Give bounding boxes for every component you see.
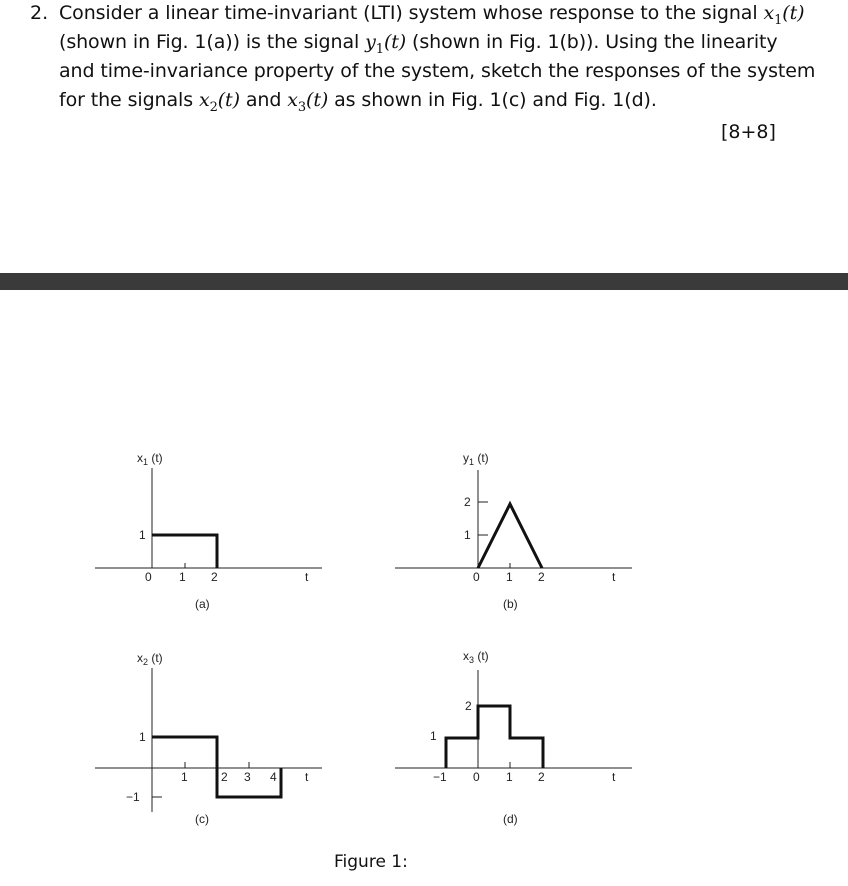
signal-y1 bbox=[478, 504, 542, 568]
signal-x3 bbox=[446, 706, 543, 768]
math-x3: $x_3(t)$ bbox=[287, 89, 329, 115]
x-axis-label: t bbox=[305, 570, 309, 584]
math-y1: $y_1(t)$ bbox=[365, 31, 407, 57]
panel-a bbox=[95, 451, 322, 611]
x-tick-label: 1 bbox=[506, 570, 513, 584]
panel-label: (b) bbox=[503, 597, 518, 611]
y-axis-label: $x_3$ (t) bbox=[463, 649, 489, 665]
question-line-3: and time-invariance property of the system, sketch the responses of the system bbox=[59, 60, 816, 82]
panel-label: (a) bbox=[195, 597, 210, 611]
y-tick-label: 1 bbox=[139, 730, 146, 744]
y-tick-label: 1 bbox=[464, 528, 471, 542]
x-tick-label: 2 bbox=[211, 570, 218, 584]
x-tick-label: 0 bbox=[473, 570, 480, 584]
question-line-1: Consider a linear time-invariant (LTI) system whose response to the signal $x_1(t)$ bbox=[59, 2, 805, 28]
question-line-2: (shown in Fig. 1(a)) is the signal $y_1(t)$ (shown in Fig. 1(b)). Using the linearity bbox=[59, 31, 778, 57]
panel-b bbox=[395, 451, 632, 611]
y-tick-label: −1 bbox=[126, 790, 140, 804]
x-tick-label: −1 bbox=[433, 770, 447, 784]
marks-label: [8+8] bbox=[721, 121, 776, 143]
x-tick-label: 2 bbox=[538, 570, 545, 584]
x-tick-label: 1 bbox=[506, 770, 513, 784]
panel-c bbox=[95, 651, 322, 826]
y-axis-label: $x_1$ (t) bbox=[137, 451, 163, 467]
y-axis-label: $y_1$ (t) bbox=[463, 451, 489, 467]
x-tick-label: 3 bbox=[244, 770, 251, 784]
x-tick-label: 1 bbox=[179, 570, 186, 584]
section-divider bbox=[0, 273, 848, 290]
x-axis-label: t bbox=[612, 770, 616, 784]
y-axis-label: $x_2$ (t) bbox=[137, 651, 163, 667]
y-tick-label: 1 bbox=[430, 729, 437, 743]
x-tick-label: 4 bbox=[270, 770, 277, 784]
signal-x2 bbox=[152, 737, 281, 797]
figure-caption: Figure 1: bbox=[334, 852, 408, 872]
math-x2: $x_2(t)$ bbox=[198, 89, 240, 115]
x-tick-label: 2 bbox=[221, 770, 228, 784]
panel-d bbox=[395, 649, 632, 826]
x-tick-label: 0 bbox=[145, 570, 152, 584]
y-tick-label: 2 bbox=[465, 699, 472, 713]
question-number: 2. bbox=[30, 2, 49, 24]
question-line-4: for the signals $x_2(t)$ and $x_3(t)$ as shown in Fig. 1(c) and Fig. 1(d). bbox=[59, 89, 657, 115]
panel-label: (d) bbox=[503, 812, 518, 826]
figure-1 bbox=[0, 290, 848, 886]
panel-label: (c) bbox=[195, 812, 209, 826]
x-tick-label: 0 bbox=[473, 770, 480, 784]
y-tick-label: 1 bbox=[139, 528, 146, 542]
x-tick-label: 2 bbox=[538, 770, 545, 784]
question-block bbox=[0, 0, 848, 150]
x-tick-label: 1 bbox=[181, 770, 188, 784]
y-tick-label: 2 bbox=[464, 495, 471, 509]
x-axis-label: t bbox=[612, 570, 616, 584]
x-axis-label: t bbox=[305, 770, 309, 784]
math-x1: $x_1(t)$ bbox=[763, 2, 805, 28]
